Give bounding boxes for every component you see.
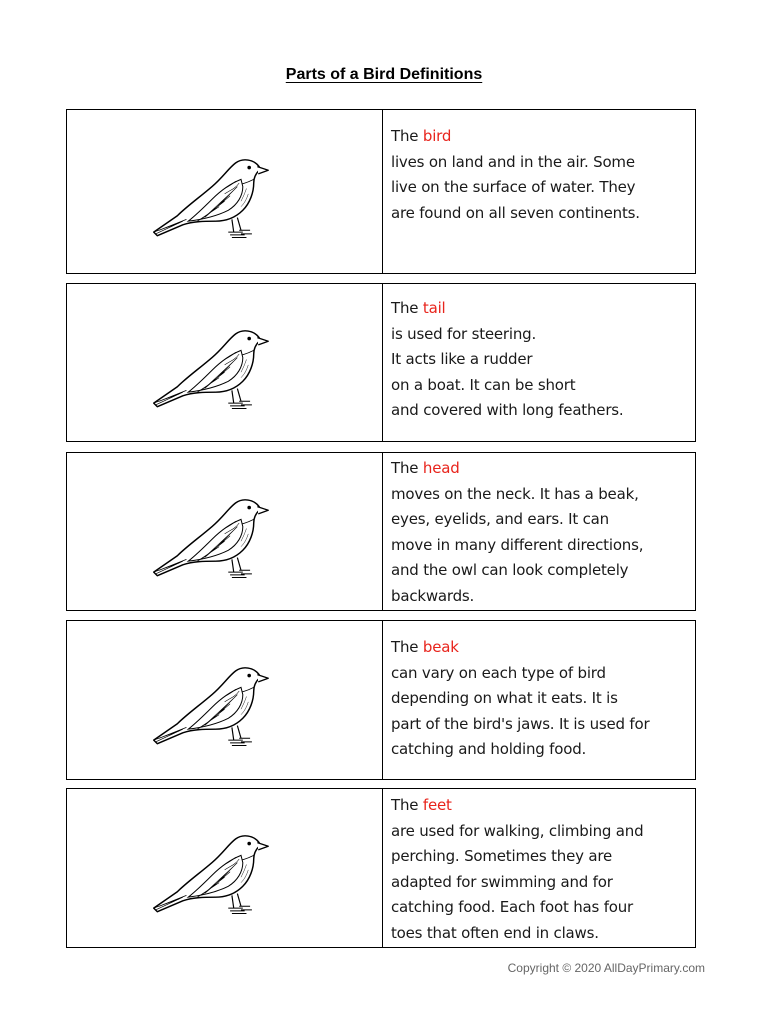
definition-line: catching food. Each foot has four [391,898,634,916]
definition-line: backwards. [391,586,475,605]
card-image-cell [67,110,383,273]
definition-card-bird [66,109,696,274]
definition-line: toes that often end in claws. [391,923,599,942]
definition-line: on a boat. It can be short [391,375,576,394]
term-label: tail [422,299,446,317]
term-line [391,793,695,819]
definition-text [383,110,695,273]
definition-line: lives on land and in the air. Some [391,152,635,171]
definition-line: are found on all seven continents. [391,203,640,222]
term-label: head [422,459,460,477]
definition-line: and the owl can look completely [391,561,629,579]
definition-line: It acts like a rudder [391,350,533,368]
term-prefix: The [391,299,419,317]
term-line [391,124,695,150]
definition-line: part of the bird's jaws. It is used for [391,714,650,733]
term-label: feet [422,796,452,814]
bird-icon [131,314,291,414]
definition-line: moves on the neck. It has a beak, [391,484,639,503]
definition-line: eyes, eyelids, and ears. It can [391,510,609,528]
card-image-cell [67,621,383,779]
definition-line: move in many different directions, [391,535,644,554]
definition-line: live on the surface of water. They [391,178,636,196]
bird-icon [131,651,291,751]
bird-icon [131,819,291,919]
card-image-cell [67,789,383,947]
term-prefix: The [391,796,419,814]
definition-line: and covered with long feathers. [391,401,624,419]
definition-line: depending on what it eats. It is [391,689,618,707]
definition-text [383,621,695,779]
card-image-cell [67,453,383,610]
term-label: bird [422,127,452,145]
term-line [391,296,695,322]
term-line [391,456,695,482]
definition-card-head [66,452,696,611]
term-prefix: The [391,638,419,656]
definition-line: are used for walking, climbing and [391,821,644,840]
term-prefix: The [391,127,419,145]
definition-text [383,284,695,441]
definition-line: adapted for swimming and for [391,872,613,891]
copyright-notice: Copyright © 2020 AllDayPrimary.com [507,961,705,975]
definition-text [383,789,695,947]
definition-text [383,453,695,610]
definition-line: catching and holding food. [391,740,587,758]
bird-icon [131,143,291,243]
definition-line: can vary on each type of bird [391,663,606,682]
definition-card-feet [66,788,696,948]
bird-icon [131,483,291,583]
card-image-cell [67,284,383,441]
term-label: beak [422,638,459,656]
term-line [391,635,695,661]
page-title: Parts of a Bird Definitions [285,66,483,83]
definition-card-beak [66,620,696,780]
definition-card-tail [66,283,696,442]
definition-line: is used for steering. [391,324,537,343]
definition-line: perching. Sometimes they are [391,847,613,865]
term-prefix: The [391,459,419,477]
